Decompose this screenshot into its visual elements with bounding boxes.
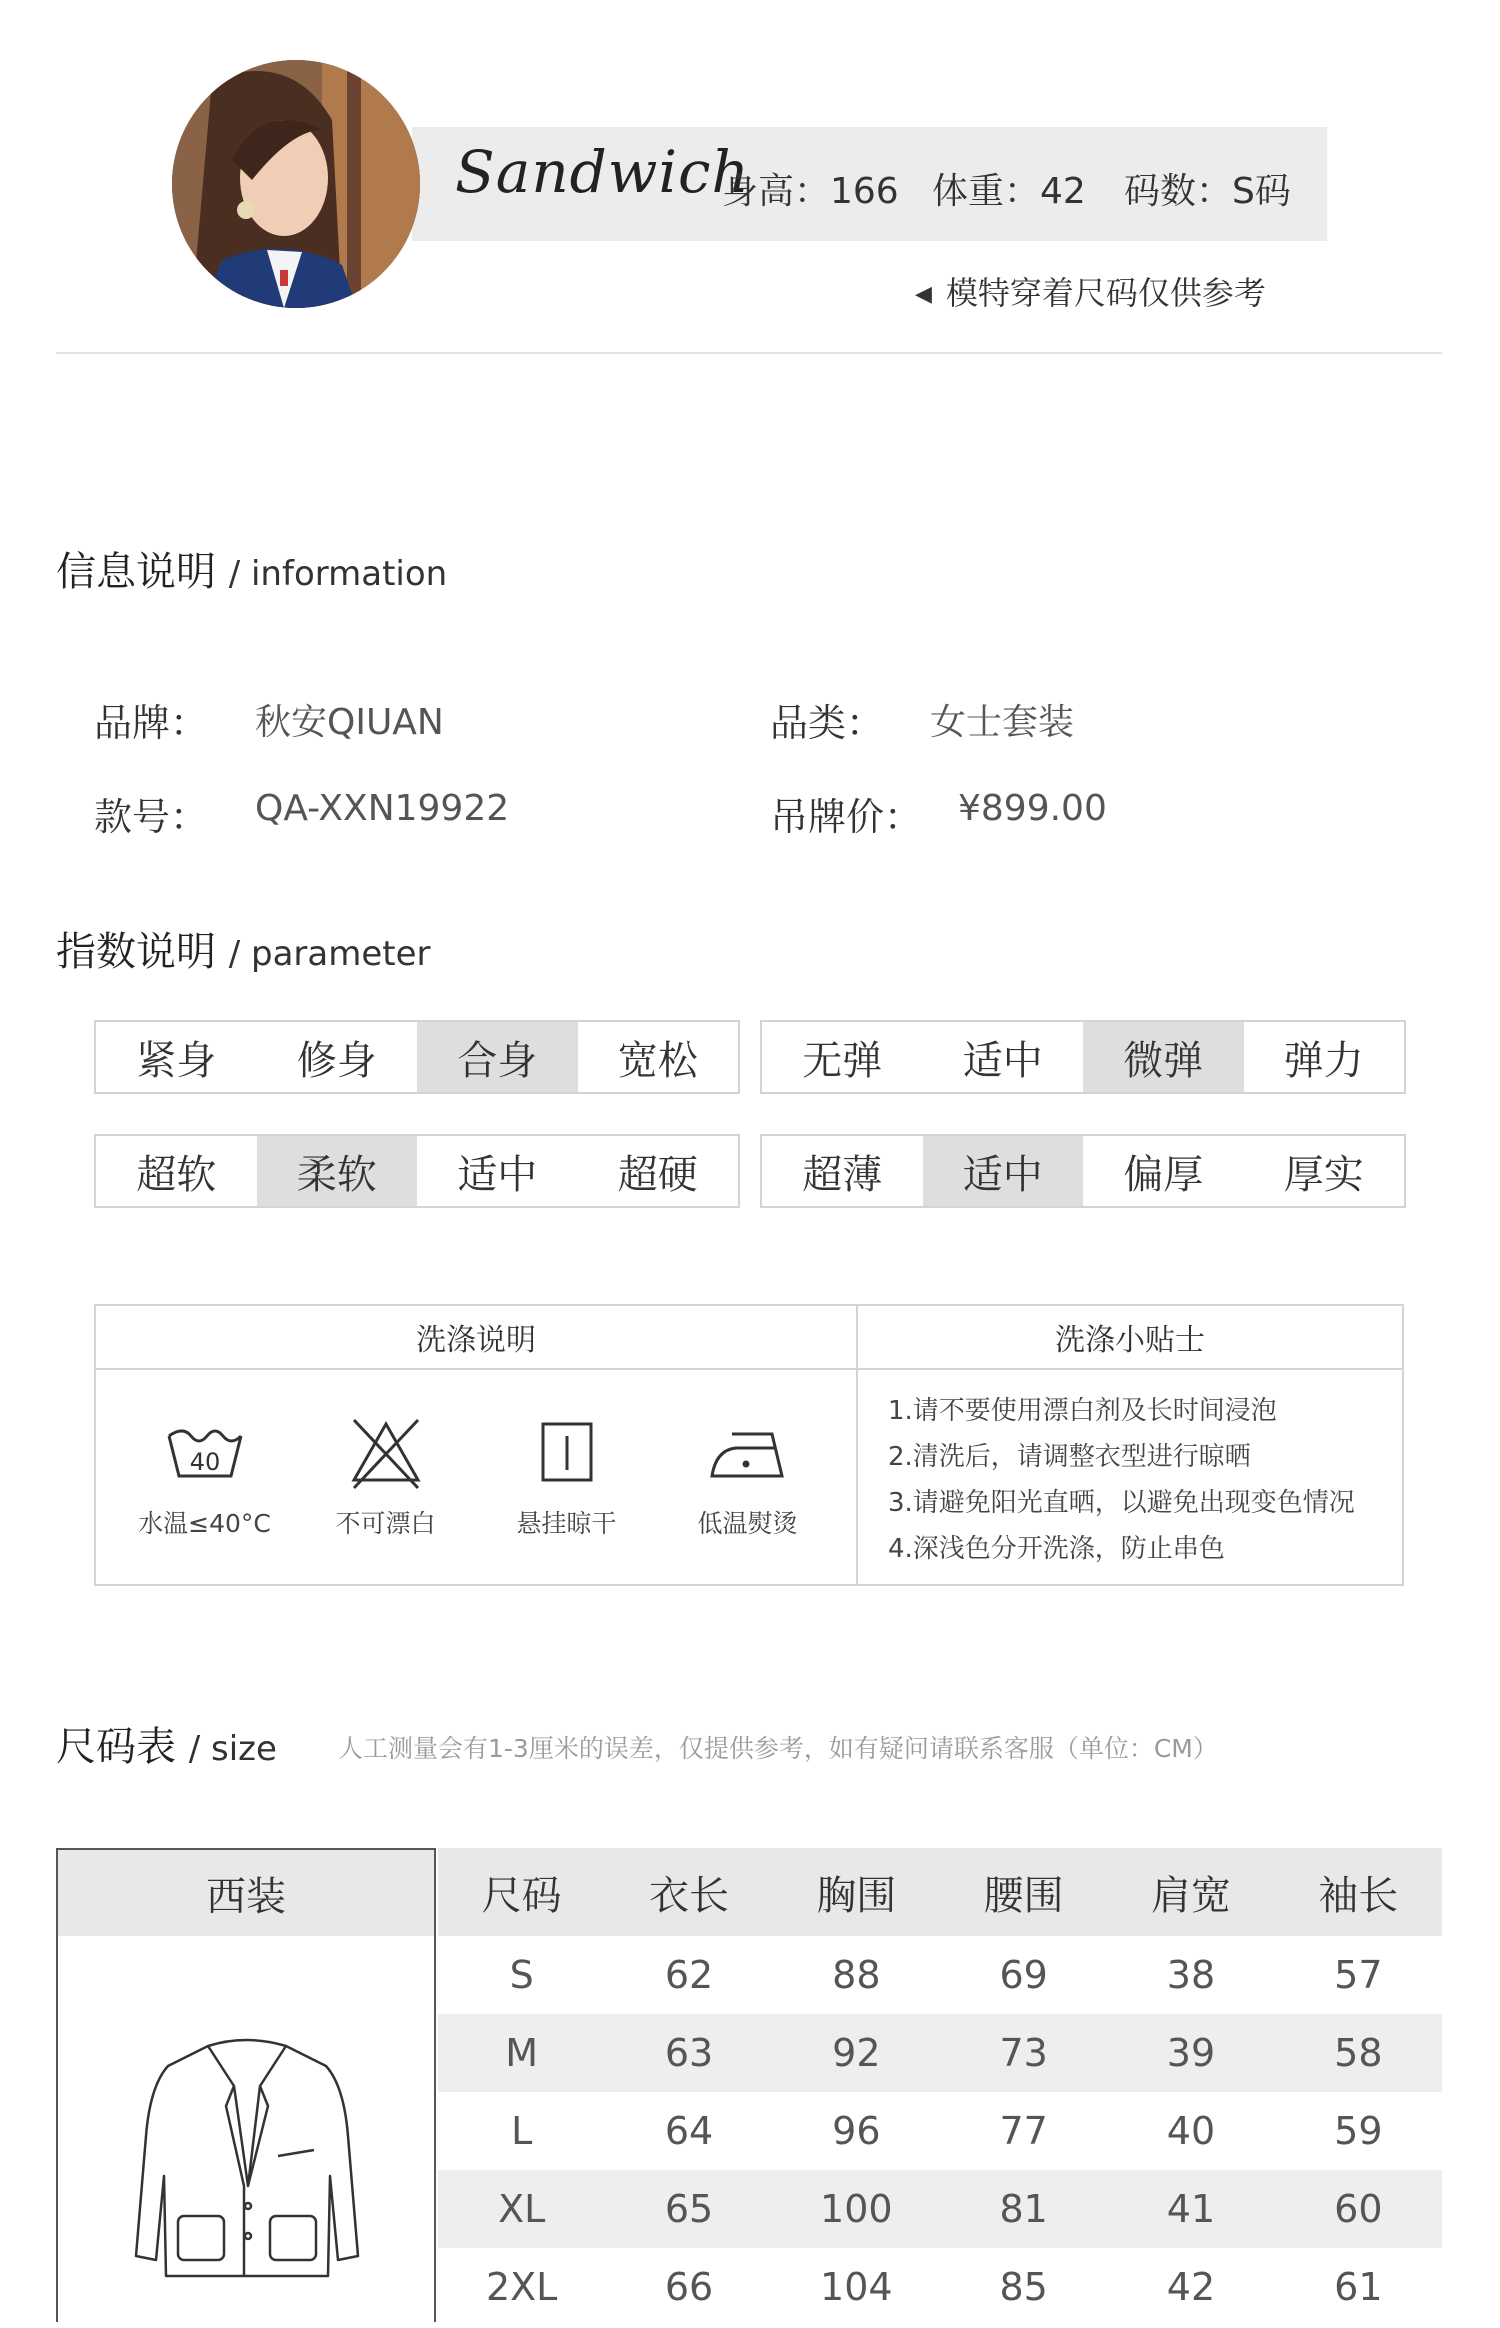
no-bleach-icon xyxy=(344,1414,428,1494)
table-row xyxy=(438,2170,1442,2248)
size-cell: 92 xyxy=(773,2014,940,2092)
size-cell: 41 xyxy=(1107,2170,1274,2248)
blazer-sketch-icon xyxy=(58,1936,434,2324)
info-label-category: 品类： xyxy=(770,701,885,745)
model-portrait-image xyxy=(172,60,420,308)
param-option-selected: 合身 xyxy=(417,1022,578,1092)
info-label-style-no: 款号： xyxy=(94,795,209,839)
param-softness xyxy=(94,1134,740,1208)
info-value-brand: 秋安QIUAN xyxy=(255,702,444,743)
wash-40-icon xyxy=(163,1414,247,1494)
wash-item xyxy=(120,1414,290,1540)
size-cell: M xyxy=(438,2014,605,2092)
size-measurement-note: 人工测量会有1-3厘米的误差，仅提供参考，如有疑问请联系客服（单位：CM） xyxy=(338,1734,1218,1763)
washing-panel xyxy=(94,1304,1404,1586)
wash-caption: 悬挂晾干 xyxy=(516,1509,617,1538)
size-cell: 96 xyxy=(832,2109,881,2153)
size-table-header xyxy=(438,1848,1442,1936)
section-title-parameter xyxy=(56,920,430,977)
wash-item xyxy=(482,1414,652,1540)
wash-temperature-text: 40 xyxy=(189,1448,220,1476)
param-option-selected: 柔软 xyxy=(257,1136,418,1206)
param-option: 适中 xyxy=(962,1037,1043,1084)
size-cell: 88 xyxy=(832,1953,881,1997)
size-col-header: 腰围 xyxy=(940,1848,1107,1936)
triangle-left-icon: ◀ xyxy=(915,282,932,307)
info-value-style-no: QA-XXN19922 xyxy=(255,788,510,829)
model-size: 码数：S码 xyxy=(1124,171,1291,212)
param-option: 超薄 xyxy=(802,1151,883,1198)
section-title-en: / information xyxy=(228,554,448,594)
section-title-cn: 指数说明 xyxy=(56,929,216,975)
size-cell: 40 xyxy=(1166,2109,1216,2153)
size-cell: 64 xyxy=(664,2109,714,2153)
brand-signature: Sandwich xyxy=(455,138,750,206)
wash-item xyxy=(301,1414,471,1540)
washing-tip: 4.深浅色分开洗涤，防止串色 xyxy=(888,1534,1225,1564)
size-col-header: 衣长 xyxy=(605,1848,772,1936)
param-thickness xyxy=(760,1134,1406,1208)
garment-title: 西装 xyxy=(58,1850,434,1936)
size-col-header: 肩宽 xyxy=(1107,1848,1274,1936)
size-cell: 57 xyxy=(1334,1953,1383,1997)
model-avatar xyxy=(172,60,420,308)
washing-instructions xyxy=(96,1306,858,1584)
param-fit xyxy=(94,1020,740,1094)
wash-caption: 水温≤40°C xyxy=(138,1509,271,1538)
size-cell: 61 xyxy=(1334,2265,1383,2309)
section-title-size xyxy=(56,1715,277,1772)
wash-caption: 不可漂白 xyxy=(335,1509,436,1538)
low-iron-icon xyxy=(706,1414,790,1494)
model-height: 身高：166 xyxy=(722,171,899,212)
table-row xyxy=(438,1936,1442,2014)
param-option: 偏厚 xyxy=(1123,1151,1204,1198)
section-title-cn: 尺码表 xyxy=(56,1724,176,1770)
section-title-en: / size xyxy=(188,1729,277,1769)
section-title-en: / parameter xyxy=(228,934,431,974)
param-option: 修身 xyxy=(296,1037,377,1084)
size-cell: 65 xyxy=(605,2170,772,2248)
size-cell: 60 xyxy=(1275,2170,1442,2248)
washing-instructions-title: 洗涤说明 xyxy=(96,1306,856,1370)
washing-tip: 2.清洗后，请调整衣型进行晾晒 xyxy=(888,1442,1251,1472)
divider xyxy=(56,352,1442,354)
size-cell: 58 xyxy=(1275,2014,1442,2092)
size-col-header: 尺码 xyxy=(438,1848,605,1936)
param-elasticity xyxy=(760,1020,1406,1094)
size-cell: 62 xyxy=(664,1953,714,1997)
size-cell: 66 xyxy=(664,2265,714,2309)
size-table xyxy=(438,1848,1442,2326)
size-cell: 42 xyxy=(1166,2265,1216,2309)
model-size-note-text: 模特穿着尺码仅供参考 xyxy=(945,274,1266,312)
size-cell: L xyxy=(511,2109,533,2153)
size-col-header: 胸围 xyxy=(773,1848,940,1936)
size-cell: 104 xyxy=(820,2265,893,2309)
section-title-cn: 信息说明 xyxy=(56,549,216,595)
wash-caption: 低温熨烫 xyxy=(697,1509,798,1538)
param-option: 无弹 xyxy=(802,1037,883,1084)
size-cell: 59 xyxy=(1334,2109,1383,2153)
param-option: 超硬 xyxy=(617,1151,698,1198)
size-cell: 73 xyxy=(940,2014,1107,2092)
washing-tips-title: 洗涤小贴士 xyxy=(858,1306,1402,1370)
size-cell: S xyxy=(509,1953,534,1997)
model-size-note xyxy=(915,268,1266,314)
param-option: 超软 xyxy=(136,1151,217,1198)
hang-dry-icon xyxy=(525,1414,609,1494)
param-option: 厚实 xyxy=(1283,1151,1364,1198)
wash-item xyxy=(663,1414,833,1540)
garment-panel xyxy=(56,1848,436,2322)
size-cell: 69 xyxy=(999,1953,1048,1997)
param-option: 适中 xyxy=(457,1151,538,1198)
size-cell: XL xyxy=(438,2170,605,2248)
param-option-selected: 微弹 xyxy=(1083,1022,1244,1092)
param-option: 紧身 xyxy=(136,1037,217,1084)
size-cell: 2XL xyxy=(485,2265,558,2309)
size-cell: 38 xyxy=(1166,1953,1216,1997)
size-cell: 39 xyxy=(1107,2014,1274,2092)
param-option-selected: 适中 xyxy=(923,1136,1084,1206)
model-weight: 体重：42 xyxy=(932,171,1086,212)
param-option: 弹力 xyxy=(1283,1037,1364,1084)
info-value-price: ¥899.00 xyxy=(958,788,1107,829)
info-label-price: 吊牌价： xyxy=(770,795,923,839)
washing-tip: 3.请避免阳光直晒，以避免出现变色情况 xyxy=(888,1488,1355,1518)
info-label-brand: 品牌： xyxy=(94,701,209,745)
section-title-information xyxy=(56,540,447,597)
size-cell: 81 xyxy=(940,2170,1107,2248)
table-row xyxy=(438,2092,1442,2170)
size-cell: 63 xyxy=(605,2014,772,2092)
size-cell: 77 xyxy=(999,2109,1048,2153)
table-row xyxy=(438,2014,1442,2092)
param-option: 宽松 xyxy=(617,1037,698,1084)
washing-tips xyxy=(858,1306,1402,1584)
info-value-category: 女士套装 xyxy=(930,702,1075,743)
washing-tip: 1.请不要使用漂白剂及长时间浸泡 xyxy=(888,1396,1277,1426)
table-row xyxy=(438,2248,1442,2326)
size-cell: 100 xyxy=(773,2170,940,2248)
size-col-header: 袖长 xyxy=(1275,1848,1442,1936)
size-cell: 85 xyxy=(999,2265,1048,2309)
